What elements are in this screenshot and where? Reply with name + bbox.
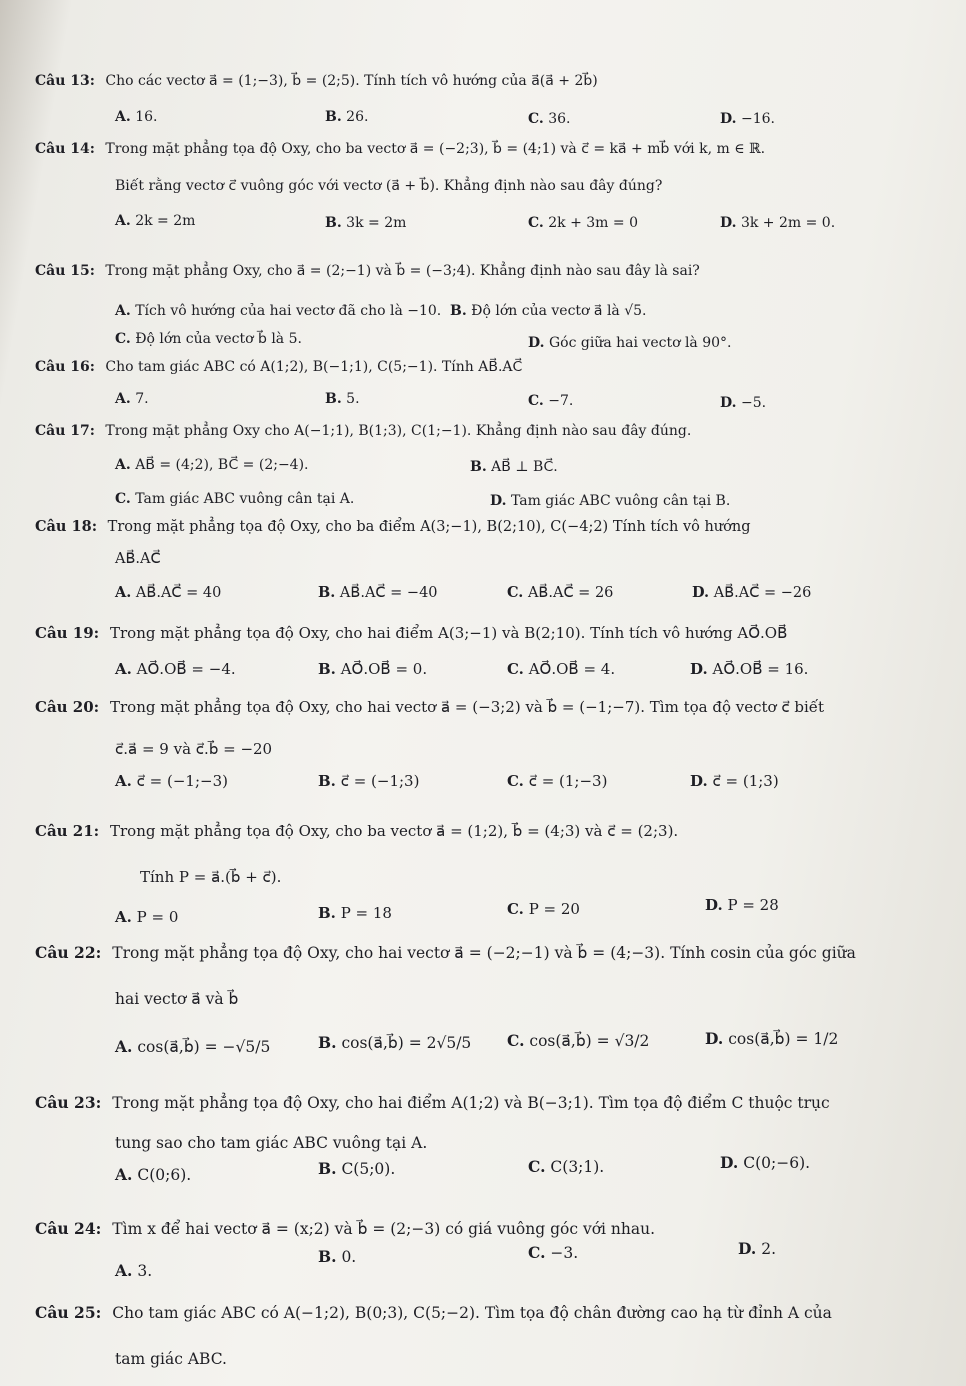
option-b: B. C(5;0). xyxy=(318,1159,396,1178)
option-b: B. AO⃗.OB⃗ = 0. xyxy=(318,660,428,678)
question-number: Câu 13: xyxy=(35,73,95,89)
question-text-cont: tung sao cho tam giác ABC vuông tại A. xyxy=(115,1134,428,1152)
option-d: D. 3k + 2m = 0. xyxy=(720,215,836,231)
option-a: A. AB⃗ = (4;2), BC⃗ = (2;−4). xyxy=(115,457,309,473)
question-number: Câu 16: xyxy=(35,359,95,375)
question-number: Câu 23: xyxy=(35,1093,102,1112)
question-text: Cho tam giác ABC có A(−1;2), B(0;3), C(5;−2). Tìm tọa độ chân đường cao hạ từ đỉnh A của xyxy=(112,1304,832,1322)
option-c: C. cos(a⃗,b⃗) = √3/2 xyxy=(507,1031,650,1050)
option-b: B. c⃗ = (−1;3) xyxy=(318,772,420,790)
option-a: A. AB⃗.AC⃗ = 40 xyxy=(115,584,222,601)
option-d: D. Góc giữa hai vectơ là 90°. xyxy=(528,335,732,351)
option-a: A. P = 0 xyxy=(115,908,179,926)
question-text: Trong mặt phẳng tọa độ Oxy, cho hai vectơ a⃗ = (−3;2) và b⃗ = (−1;−7). Tìm tọa độ vectơ c⃗ biết xyxy=(109,698,824,716)
question-text-cont: AB⃗.AC⃗ xyxy=(115,551,161,567)
question-number: Câu 17: xyxy=(35,423,95,439)
option-c: C. c⃗ = (1;−3) xyxy=(507,772,608,790)
question-text: Trong mặt phẳng tọa độ Oxy, cho ba vectơ a⃗ = (1;2), b⃗ = (4;3) và c⃗ = (2;3). xyxy=(109,822,679,840)
option-c: C. Tam giác ABC vuông cân tại A. xyxy=(115,491,355,507)
option-c: C. 2k + 3m = 0 xyxy=(528,215,638,231)
option-a: A. 16. xyxy=(115,109,158,125)
option-b: B. cos(a⃗,b⃗) = 2√5/5 xyxy=(318,1033,472,1052)
option-c: C. −3. xyxy=(528,1243,579,1262)
question-number: Câu 14: xyxy=(35,141,95,157)
option-d: D. −5. xyxy=(720,395,767,411)
question-number: Câu 15: xyxy=(35,263,95,279)
option-c: C. C(3;1). xyxy=(528,1157,605,1176)
option-a: A. 2k = 2m xyxy=(115,213,196,229)
question-text: Trong mặt phẳng tọa độ Oxy, cho ba điểm A(3;−1), B(2;10), C(−4;2) Tính tích vô hướng xyxy=(107,519,751,535)
question-number: Câu 20: xyxy=(35,698,100,716)
question-text-cont: c⃗.a⃗ = 9 và c⃗.b⃗ = −20 xyxy=(115,740,273,758)
question-text: Trong mặt phẳng Oxy cho A(−1;1), B(1;3), C(1;−1). Khẳng định nào sau đây đúng. xyxy=(105,423,692,439)
option-d: D. AB⃗.AC⃗ = −26 xyxy=(692,584,812,601)
question-text: Trong mặt phẳng Oxy, cho a⃗ = (2;−1) và b⃗ = (−3;4). Khẳng định nào sau đây là sai? xyxy=(105,263,700,279)
option-b: B. Độ lớn của vectơ a⃗ là √5. xyxy=(450,303,647,319)
option-d: D. 2. xyxy=(738,1239,777,1258)
option-c: C. 36. xyxy=(528,111,571,127)
option-a: A. c⃗ = (−1;−3) xyxy=(115,772,228,790)
option-d: D. AO⃗.OB⃗ = 16. xyxy=(690,660,809,678)
question-text-cont: hai vectơ a⃗ và b⃗ xyxy=(115,990,239,1008)
option-a: A. Tích vô hướng của hai vectơ đã cho là −10. xyxy=(115,303,442,319)
option-c: C. P = 20 xyxy=(507,900,580,918)
option-a: A. cos(a⃗,b⃗) = −√5/5 xyxy=(115,1037,271,1056)
question-text-cont: tam giác ABC. xyxy=(115,1350,227,1368)
question-text: Trong mặt phẳng tọa độ Oxy, cho hai điểm A(3;−1) và B(2;10). Tính tích vô hướng AO⃗.OB⃗ xyxy=(109,624,788,642)
question-number: Câu 21: xyxy=(35,822,100,840)
question-text: Tìm x để hai vectơ a⃗ = (x;2) và b⃗ = (2;−3) có giá vuông góc với nhau. xyxy=(112,1220,656,1238)
question-text-cont: Tính P = a⃗.(b⃗ + c⃗). xyxy=(140,868,282,886)
option-a: A. C(0;6). xyxy=(115,1165,192,1184)
question-text: Trong mặt phẳng tọa độ Oxy, cho hai vectơ a⃗ = (−2;−1) và b⃗ = (4;−3). Tính cosin của góc giữa xyxy=(112,944,856,962)
question-text: Cho tam giác ABC có A(1;2), B(−1;1), C(5;−1). Tính AB⃗.AC⃗ xyxy=(105,359,523,375)
question-text: Trong mặt phẳng tọa độ Oxy, cho hai điểm A(1;2) và B(−3;1). Tìm tọa độ điểm C thuộc trục xyxy=(112,1094,830,1112)
option-d: D. c⃗ = (1;3) xyxy=(690,772,779,790)
option-c: C. AO⃗.OB⃗ = 4. xyxy=(507,660,616,678)
option-a: A. 7. xyxy=(115,391,149,407)
question-number: Câu 22: xyxy=(35,943,102,962)
option-b: B. 0. xyxy=(318,1247,357,1266)
option-a: A. 3. xyxy=(115,1261,153,1280)
option-c: C. −7. xyxy=(528,393,574,409)
question-number: Câu 18: xyxy=(35,518,98,535)
option-c: C. AB⃗.AC⃗ = 26 xyxy=(507,584,614,601)
option-a: A. AO⃗.OB⃗ = −4. xyxy=(115,660,236,678)
question-number: Câu 19: xyxy=(35,624,100,642)
option-d: D. P = 28 xyxy=(705,896,779,914)
option-b: B. 3k = 2m xyxy=(325,215,407,231)
option-d: D. −16. xyxy=(720,111,775,127)
option-d: D. cos(a⃗,b⃗) = 1/2 xyxy=(705,1029,839,1048)
option-b: B. P = 18 xyxy=(318,904,392,922)
question-number: Câu 24: xyxy=(35,1219,102,1238)
question-text: Cho các vectơ a⃗ = (1;−3), b⃗ = (2;5). Tính tích vô hướng của a⃗(a⃗ + 2b⃗) xyxy=(105,73,598,89)
question-text: Trong mặt phẳng tọa độ Oxy, cho ba vectơ a⃗ = (−2;3), b⃗ = (4;1) và c⃗ = ka⃗ + mb⃗ với k, m ∈ ℝ. xyxy=(105,141,766,157)
option-d: D. C(0;−6). xyxy=(720,1153,811,1172)
question-number: Câu 25: xyxy=(35,1303,102,1322)
option-b: B. 26. xyxy=(325,109,369,125)
option-c: C. Độ lớn của vectơ b⃗ là 5. xyxy=(115,331,302,347)
option-d: D. Tam giác ABC vuông cân tại B. xyxy=(490,493,731,509)
option-b: B. 5. xyxy=(325,391,360,407)
option-b: B. AB⃗ ⊥ BC⃗. xyxy=(470,459,558,475)
option-b: B. AB⃗.AC⃗ = −40 xyxy=(318,584,438,601)
question-text-cont: Biết rằng vectơ c⃗ vuông góc với vectơ (a⃗ + b⃗). Khẳng định nào sau đây đúng? xyxy=(115,178,663,194)
